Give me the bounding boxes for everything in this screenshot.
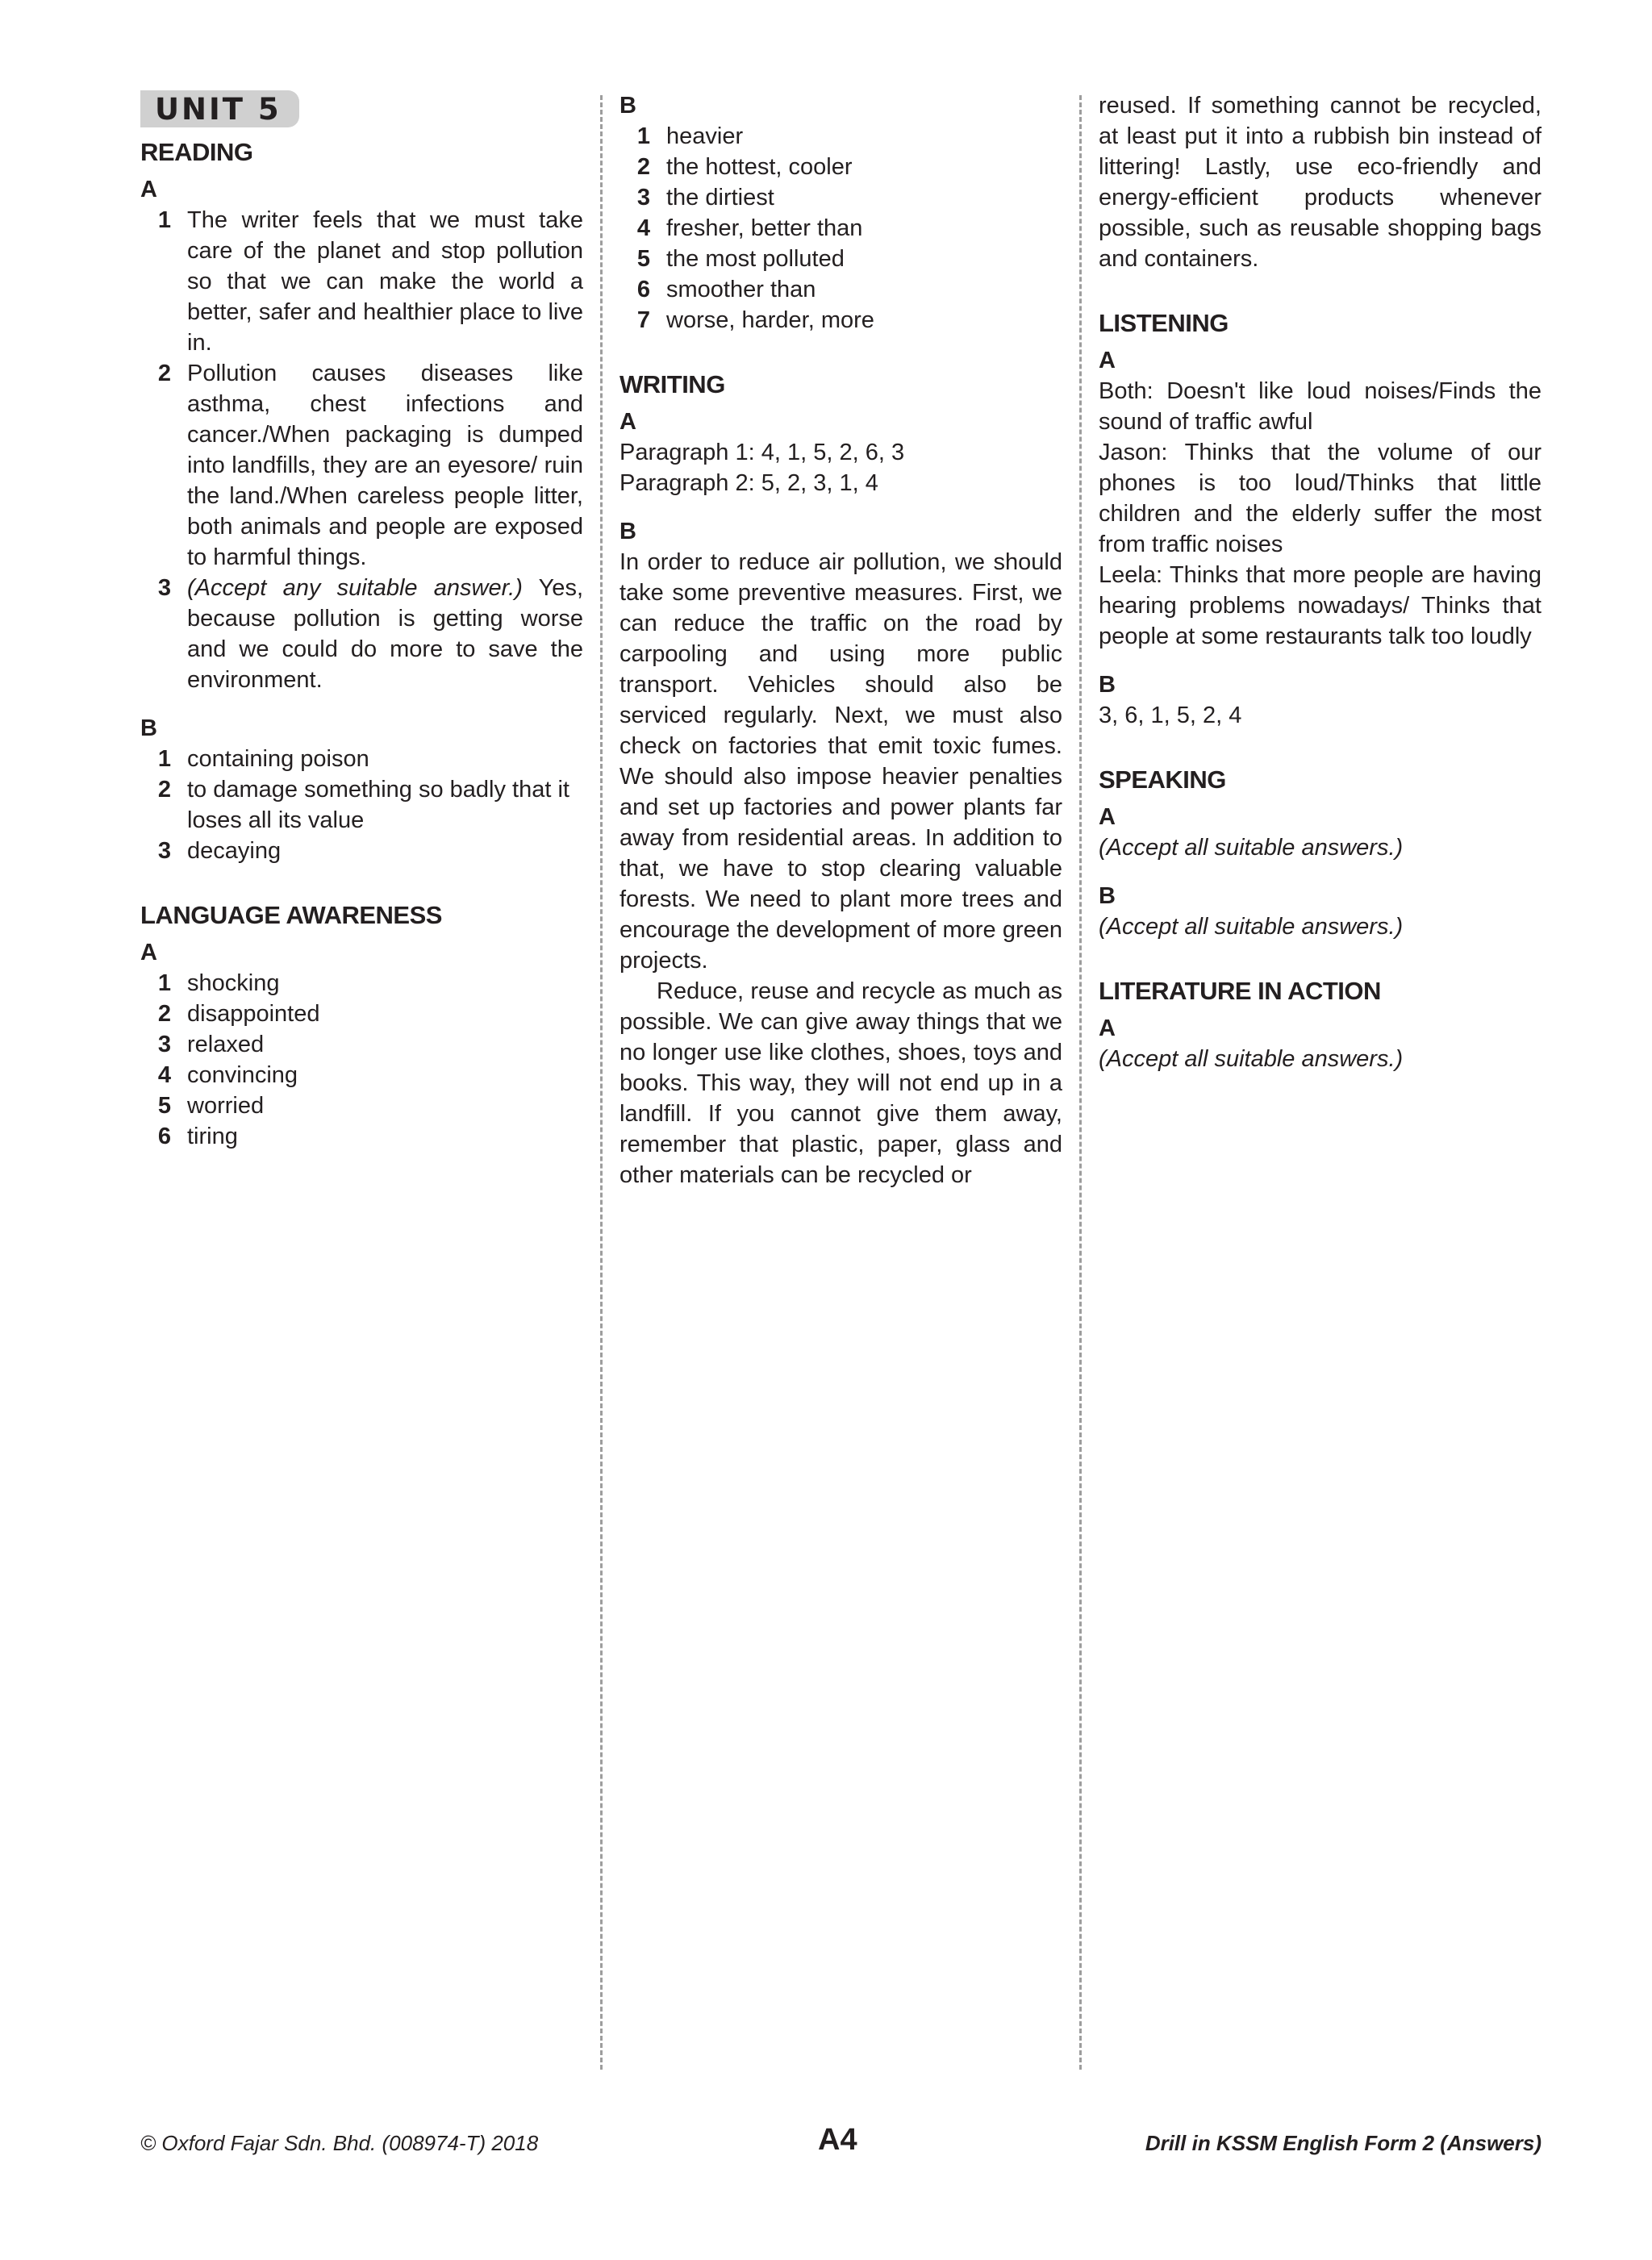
item-number: 4 bbox=[157, 1062, 171, 1088]
item-text: to damage something so badly that it loses all its value bbox=[187, 777, 569, 833]
listening-a-line: Jason: Thinks that the volume of our phones is too loud/Thinks that little children and the elderly suffer the most from traffic noises bbox=[1099, 440, 1541, 557]
section-heading-language-awareness: LANGUAGE AWARENESS bbox=[140, 901, 442, 929]
list-item bbox=[140, 573, 583, 695]
subsection-label: B bbox=[140, 715, 157, 741]
writing-continuation: reused. If something cannot be recycled, at least put it into a rubbish bin instead of littering! Lastly, use eco-friendly and energy-efficient products whenever possible, such as reusable shopping bags and containers. bbox=[1099, 93, 1541, 272]
item-number: 5 bbox=[636, 246, 650, 272]
section-heading-speaking: SPEAKING bbox=[1099, 765, 1226, 794]
item-text: decaying bbox=[187, 838, 282, 864]
item-number: 1 bbox=[636, 123, 650, 149]
item-text: tiring bbox=[187, 1124, 238, 1149]
list-item bbox=[620, 182, 1062, 213]
item-text: shocking bbox=[187, 970, 280, 996]
column-right bbox=[1099, 90, 1541, 1074]
speaking-b-answer: (Accept all suitable answers.) bbox=[1099, 914, 1404, 940]
list-item bbox=[140, 358, 583, 573]
literature-a-answer: (Accept all suitable answers.) bbox=[1099, 1046, 1404, 1072]
item-number: 6 bbox=[636, 277, 650, 302]
item-text: The writer feels that we must take care of the planet and stop pollution so that we can make the world a better, safer and healthier place to live in. bbox=[187, 207, 583, 356]
item-number: 2 bbox=[157, 1001, 171, 1027]
unit-title: UNIT 5 bbox=[140, 90, 299, 127]
item-text: the dirtiest bbox=[666, 185, 774, 211]
listening-a-line: Both: Doesn't like loud noises/Finds the sound of traffic awful bbox=[1099, 378, 1541, 435]
list-item bbox=[140, 836, 583, 866]
item-number: 1 bbox=[157, 207, 171, 233]
section-heading-literature: LITERATURE IN ACTION bbox=[1099, 977, 1381, 1005]
item-note: (Accept any suitable answer.) bbox=[187, 575, 523, 601]
section-heading-reading: READING bbox=[140, 138, 253, 166]
list-item bbox=[140, 205, 583, 358]
section-heading-writing: WRITING bbox=[620, 370, 725, 398]
writing-b-paragraph: In order to reduce air pollution, we should take some preventive measures. First, we can reduce the traffic on the road by carpooling and using more public transport. Vehicles should also be serviced regularly. Next, we must also check on factories that emit toxic fumes. We should also impose heavier penalties and set up factories and power plants far away from residential areas. In addition to that, we have to stop clearing valuable forests. We need to plant more trees and encourage the development of more green projects. bbox=[620, 549, 1062, 974]
column-divider bbox=[600, 95, 603, 2070]
list-item bbox=[140, 1029, 583, 1060]
writing-b-paragraph: Reduce, reuse and recycle as much as possible. We can give away things that we no longer use like clothes, shoes, toys and books. This way, they will not end up in a landfill. If you cannot give them away, remember that plastic, paper, glass and other materials can be recycled or bbox=[620, 978, 1062, 1188]
list-item bbox=[140, 999, 583, 1029]
subsection-label: A bbox=[620, 409, 636, 435]
list-item bbox=[140, 1121, 583, 1152]
item-number: 2 bbox=[636, 154, 650, 180]
item-text: convincing bbox=[187, 1062, 298, 1088]
column-divider bbox=[1079, 95, 1082, 2070]
list-item bbox=[620, 305, 1062, 336]
column-middle bbox=[620, 90, 1062, 1190]
item-text: worse, harder, more bbox=[666, 307, 874, 333]
section-heading-listening: LISTENING bbox=[1099, 309, 1229, 337]
subsection-label: A bbox=[1099, 348, 1116, 373]
language-b-list bbox=[620, 121, 1062, 336]
page-number: A4 bbox=[818, 2123, 857, 2157]
subsection-label: B bbox=[1099, 883, 1116, 909]
column-left bbox=[140, 90, 583, 1152]
listening-b-answer: 3, 6, 1, 5, 2, 4 bbox=[1099, 703, 1242, 728]
listening-a-line: Leela: Thinks that more people are having hearing problems nowadays/ Thinks that people at some restaurants talk too loudly bbox=[1099, 562, 1541, 649]
list-item bbox=[140, 1090, 583, 1121]
item-text: smoother than bbox=[666, 277, 816, 302]
subsection-label: B bbox=[1099, 672, 1116, 698]
subsection-label: A bbox=[140, 940, 157, 965]
subsection-label: B bbox=[620, 519, 636, 544]
list-item bbox=[140, 744, 583, 774]
language-a-list bbox=[140, 968, 583, 1152]
item-number: 3 bbox=[157, 1032, 171, 1057]
item-number: 3 bbox=[157, 838, 171, 864]
item-number: 4 bbox=[636, 215, 650, 241]
item-number: 5 bbox=[157, 1093, 171, 1119]
item-text: the most polluted bbox=[666, 246, 845, 272]
item-number: 3 bbox=[157, 575, 171, 601]
list-item bbox=[620, 121, 1062, 152]
reading-a-list bbox=[140, 205, 583, 695]
item-number: 7 bbox=[636, 307, 650, 333]
item-answer: Yes, because pollution is getting worse and we could do more to save the environment. bbox=[187, 575, 583, 693]
speaking-a-answer: (Accept all suitable answers.) bbox=[1099, 835, 1404, 861]
subsection-label: A bbox=[1099, 804, 1116, 830]
list-item bbox=[140, 968, 583, 999]
item-text: fresher, better than bbox=[666, 215, 863, 241]
item-text: containing poison bbox=[187, 746, 369, 772]
writing-a-line: Paragraph 2: 5, 2, 3, 1, 4 bbox=[620, 470, 878, 496]
book-title: Drill in KSSM English Form 2 (Answers) bbox=[1145, 2131, 1541, 2155]
item-number: 1 bbox=[157, 970, 171, 996]
list-item bbox=[140, 1060, 583, 1090]
item-text bbox=[187, 573, 583, 695]
item-number: 6 bbox=[157, 1124, 171, 1149]
reading-b-list bbox=[140, 744, 583, 866]
item-number: 2 bbox=[157, 777, 171, 803]
item-number: 1 bbox=[157, 746, 171, 772]
copyright-text: © Oxford Fajar Sdn. Bhd. (008974-T) 2018 bbox=[140, 2131, 539, 2155]
item-text: disappointed bbox=[187, 1001, 320, 1027]
list-item bbox=[620, 274, 1062, 305]
list-item bbox=[140, 774, 583, 836]
page-footer bbox=[140, 2123, 1541, 2158]
subsection-label: A bbox=[1099, 1015, 1116, 1041]
item-number: 2 bbox=[157, 361, 171, 386]
list-item bbox=[620, 213, 1062, 244]
item-text: heavier bbox=[666, 123, 744, 149]
writing-a-line: Paragraph 1: 4, 1, 5, 2, 6, 3 bbox=[620, 440, 905, 465]
list-item bbox=[620, 152, 1062, 182]
item-text: worried bbox=[187, 1093, 265, 1119]
item-text: relaxed bbox=[187, 1032, 265, 1057]
item-text: Pollution causes diseases like asthma, chest infections and cancer./When packaging is dumped into landfills, they are an eyesore/ ruin the land./When careless people litter, both animals and people are exposed to harmful things. bbox=[187, 361, 583, 570]
item-text: the hottest, cooler bbox=[666, 154, 853, 180]
list-item bbox=[620, 244, 1062, 274]
subsection-label: A bbox=[140, 177, 157, 202]
item-number: 3 bbox=[636, 185, 650, 211]
subsection-label: B bbox=[620, 93, 636, 119]
